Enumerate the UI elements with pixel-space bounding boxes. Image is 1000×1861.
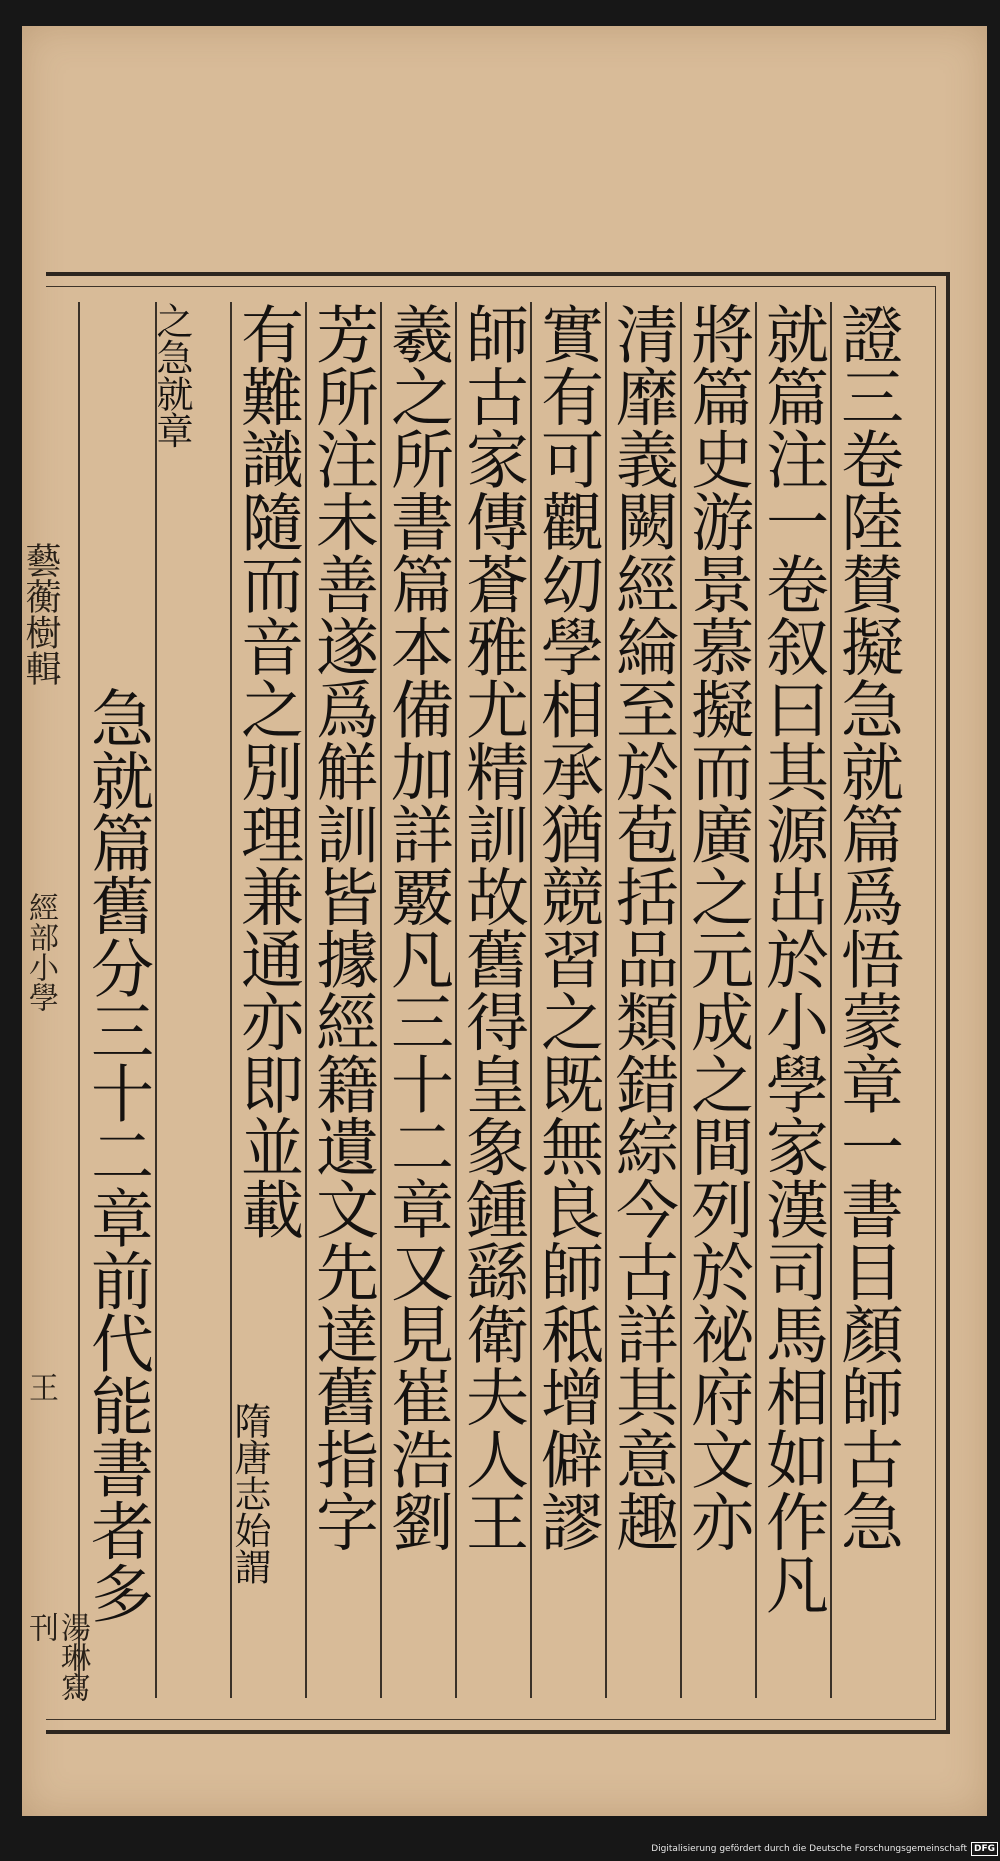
strip-printer: 湯琳寫刊 bbox=[23, 1612, 90, 1702]
credit-text: Digitalisierung gefördert durch die Deutsche Forschungsgemeinschaft bbox=[651, 1844, 967, 1854]
text-column-2: 就篇注一卷叙曰其源出於小學家漢司馬相如作凡 bbox=[756, 302, 829, 1615]
text-column-3: 將篇史游景慕擬而廣之元成之間列於祕府文亦 bbox=[681, 302, 754, 1552]
interlinear-note: 隋唐志始謂 bbox=[228, 1402, 271, 1585]
text-column-1: 證三卷陸賛擬急就篇爲悟蒙章一書目顏師古急 bbox=[831, 302, 904, 1552]
text-column-7: 羲之所書篇本備加詳覈凡三十二章又見崔浩劉 bbox=[381, 302, 454, 1552]
text-column-10-note: 之急就章 bbox=[150, 302, 193, 448]
book-page bbox=[22, 26, 987, 1816]
column-rule bbox=[78, 302, 80, 1698]
digitization-credit bbox=[608, 1840, 998, 1858]
text-column-4: 清靡義闕經綸至於苞括品類錯綜今古詳其意趣 bbox=[606, 302, 679, 1552]
dfg-logo: DFG bbox=[971, 1842, 998, 1856]
strip-leaf: 王 bbox=[23, 1372, 58, 1402]
text-column-9: 有難識隨而音之別理兼通亦即並載 bbox=[231, 302, 304, 1240]
text-column-5: 實有可觀㓜學相承猶競習之既無良師秪增僻謬 bbox=[531, 302, 604, 1552]
strip-title: 藝蘅樹輯 bbox=[20, 542, 61, 686]
text-column-8: 芳所注未善遂爲觧訓皆據經籍遺文先達舊指字 bbox=[306, 302, 379, 1552]
text-column-11: 急就篇舊分三十二章前代能書者多 bbox=[81, 686, 154, 1624]
strip-volume: 經部小學 bbox=[23, 892, 58, 1012]
center-fold-strip bbox=[20, 272, 90, 1726]
text-column-6: 師古家傳蒼雅尤精訓故舊得皇象鍾繇衛夫人王 bbox=[456, 302, 529, 1552]
